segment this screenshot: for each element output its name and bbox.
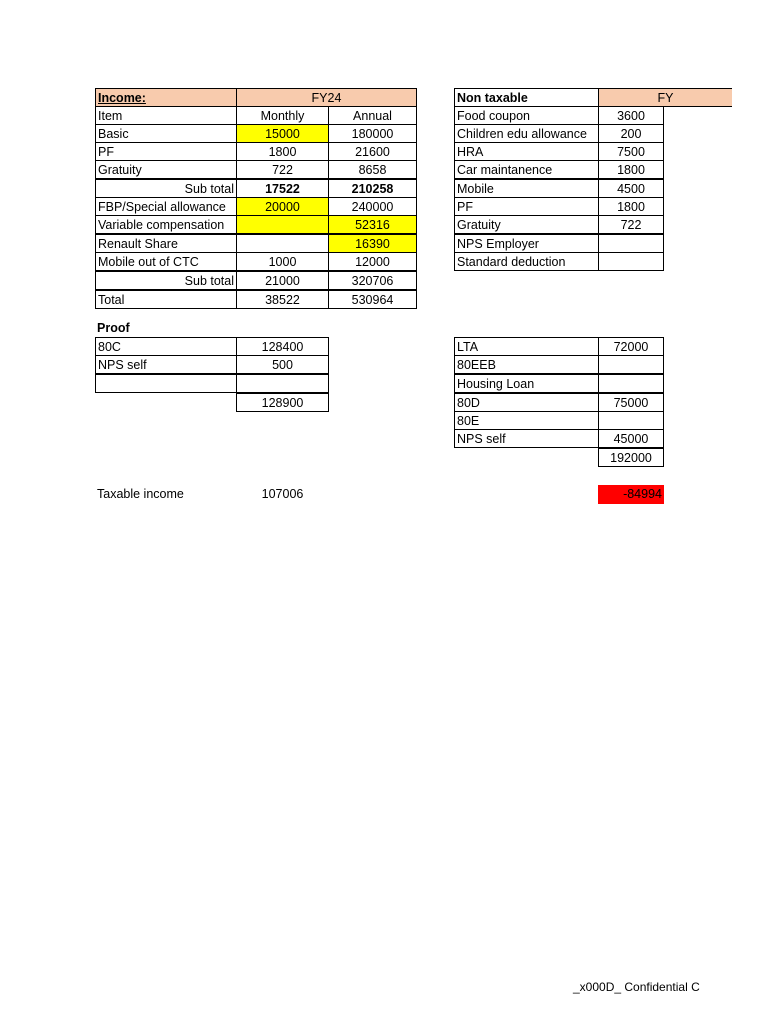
non-taxable-row-value: 3600 [598, 106, 664, 125]
income-row-annual: 8658 [328, 160, 417, 179]
proof-total: 128900 [236, 393, 329, 412]
deduction-row-label: Housing Loan [454, 374, 599, 393]
taxable-income-value: 107006 [261, 487, 304, 501]
income-subtotal-monthly: 17522 [236, 179, 329, 198]
confidential-footer: _x000D_ Confidential C [573, 980, 700, 994]
proof-row-label: 80C [95, 337, 237, 356]
income-subtotal-label: Sub total [95, 271, 237, 290]
deduction-row-label: NPS self [454, 429, 599, 448]
deduction-row-label: 80E [454, 411, 599, 430]
non-taxable-row-label: Gratuity [454, 215, 599, 234]
income-row-monthly: 1000 [236, 252, 329, 271]
deduction-row-value: 75000 [598, 393, 664, 412]
income-row-label: Variable compensation [95, 215, 237, 234]
non-taxable-row-label: Children edu allowance [454, 124, 599, 143]
income-row-label: Gratuity [95, 160, 237, 179]
proof-row-value: 500 [236, 355, 329, 374]
income-row-monthly: 1800 [236, 142, 329, 161]
income-fy-header: FY24 [236, 88, 417, 107]
deduction-row-value: 72000 [598, 337, 664, 356]
proof-heading: Proof [97, 321, 130, 335]
income-row-annual: 180000 [328, 124, 417, 143]
income-total-label: Total [95, 290, 237, 309]
income-row-label: Mobile out of CTC [95, 252, 237, 271]
income-heading: Income: [95, 88, 237, 107]
non-taxable-row-value: 722 [598, 215, 664, 234]
taxable-income-label: Taxable income [97, 487, 184, 501]
deduction-row-value: 45000 [598, 429, 664, 448]
non-taxable-row-value: 4500 [598, 179, 664, 198]
deduction-row-value [598, 374, 664, 393]
non-taxable-fy-header: FY [598, 88, 732, 107]
income-row-monthly [236, 234, 329, 253]
non-taxable-heading: Non taxable [454, 88, 599, 107]
income-row-annual: 240000 [328, 197, 417, 216]
income-subtotal-monthly: 21000 [236, 271, 329, 290]
proof-row-value: 128400 [236, 337, 329, 356]
deduction-row-label: 80D [454, 393, 599, 412]
income-total-annual: 530964 [328, 290, 417, 309]
deduction-row-label: LTA [454, 337, 599, 356]
non-taxable-row-label: PF [454, 197, 599, 216]
income-row-monthly: 20000 [236, 197, 329, 216]
non-taxable-row-label: Standard deduction [454, 252, 599, 271]
income-row-monthly: 722 [236, 160, 329, 179]
non-taxable-row-label: NPS Employer [454, 234, 599, 253]
deduction-row-value [598, 411, 664, 430]
income-col-annual: Annual [328, 106, 417, 125]
income-row-label: Renault Share [95, 234, 237, 253]
non-taxable-row-value: 1800 [598, 160, 664, 179]
non-taxable-row-value: 1800 [598, 197, 664, 216]
deduction-total: 192000 [598, 448, 664, 467]
income-col-item: Item [95, 106, 237, 125]
income-row-annual: 21600 [328, 142, 417, 161]
income-row-monthly: 15000 [236, 124, 329, 143]
income-row-annual: 52316 [328, 215, 417, 234]
non-taxable-row-value: 7500 [598, 142, 664, 161]
non-taxable-row-label: Mobile [454, 179, 599, 198]
non-taxable-row-label: HRA [454, 142, 599, 161]
proof-row-value [236, 374, 329, 393]
non-taxable-row-value [598, 234, 664, 253]
income-row-label: PF [95, 142, 237, 161]
non-taxable-row-label: Car maintanence [454, 160, 599, 179]
income-row-label: FBP/Special allowance [95, 197, 237, 216]
proof-row-label [95, 374, 237, 393]
deduction-row-value [598, 355, 664, 374]
non-taxable-row-value [598, 252, 664, 271]
income-subtotal-annual: 210258 [328, 179, 417, 198]
income-row-label: Basic [95, 124, 237, 143]
income-row-monthly [236, 215, 329, 234]
non-taxable-row-value: 200 [598, 124, 664, 143]
income-subtotal-label: Sub total [95, 179, 237, 198]
income-row-annual: 12000 [328, 252, 417, 271]
income-row-annual: 16390 [328, 234, 417, 253]
deduction-row-label: 80EEB [454, 355, 599, 374]
income-total-monthly: 38522 [236, 290, 329, 309]
income-col-monthly: Monthly [236, 106, 329, 125]
proof-row-label: NPS self [95, 355, 237, 374]
income-subtotal-annual: 320706 [328, 271, 417, 290]
non-taxable-row-label: Food coupon [454, 106, 599, 125]
balance-value: -84994 [598, 485, 664, 504]
